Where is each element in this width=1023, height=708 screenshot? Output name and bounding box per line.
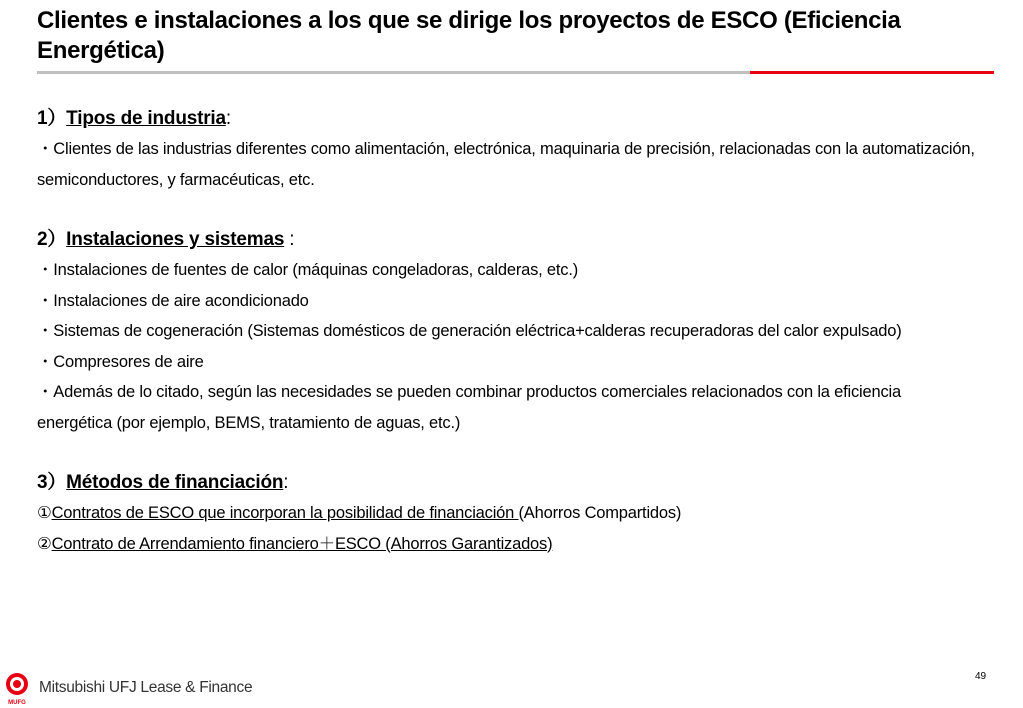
section-heading-industry — [37, 104, 977, 134]
title-rule-red — [750, 71, 994, 74]
section-colon: : — [284, 229, 295, 250]
industry-line: ・Clientes de las industrias diferentes como alimentación, electrónica, maquinaria de precisión, relacionadas con la automatización, semiconductores, y farmacéuticas, etc. — [37, 140, 975, 189]
section-spacer — [37, 438, 977, 468]
slide-title: Clientes e instalaciones a los que se dirige los proyectos de ESCO (Eficiencia Energética) — [37, 7, 901, 64]
section-number: 3） — [37, 472, 67, 493]
section-heading-text: Métodos de financiación — [66, 472, 284, 493]
company-logo — [2, 670, 302, 706]
section-heading-text: Tipos de industria — [66, 108, 226, 129]
installations-line: ・Además de lo citado, según las necesidades se pueden combinar productos comerciales relacionados con la eficiencia energética (por ejemplo, BEMS, tratamiento de aguas, etc.) — [37, 383, 901, 432]
company-name: Mitsubishi UFJ Lease & Finance — [39, 679, 253, 696]
installations-line: ・Compresores de aire — [37, 352, 204, 371]
mufg-logo-icon — [2, 670, 34, 706]
mufg-logo-text: MUFG — [8, 700, 26, 706]
installations-line: ・Instalaciones de aire acondicionado — [37, 291, 309, 310]
installations-line: ・Instalaciones de fuentes de calor (máquinas congeladoras, calderas, etc.) — [37, 261, 579, 279]
financing-item-underlined: Contrato de Arrendamiento financiero＋ESCO (Ahorros Garantizados) — [51, 534, 553, 553]
section-colon: : — [283, 472, 289, 493]
installations-line: ・Sistemas de cogeneración (Sistemas domésticos de generación eléctrica+calderas recuperadoras del calor expulsado) — [37, 322, 902, 340]
section-number: 1） — [37, 108, 67, 129]
slide-content — [37, 104, 977, 559]
section-spacer — [37, 195, 977, 225]
circled-number-one: ① — [37, 504, 52, 522]
section-heading-financing — [37, 468, 977, 498]
section-number: 2） — [37, 229, 67, 250]
section-heading-installations — [37, 225, 977, 255]
financing-item-rest: (Ahorros Compartidos) — [518, 504, 682, 522]
section-colon: : — [225, 108, 231, 129]
financing-item-1 — [37, 498, 977, 529]
circled-number-two: ② — [37, 534, 52, 553]
financing-item-underlined: Contratos de ESCO que incorporan la posibilidad de financiación — [51, 504, 519, 522]
section-heading-text: Instalaciones y sistemas — [66, 229, 285, 250]
title-rule-gray — [37, 71, 750, 74]
financing-item-2 — [37, 529, 977, 560]
page-number: 49 — [975, 671, 987, 682]
